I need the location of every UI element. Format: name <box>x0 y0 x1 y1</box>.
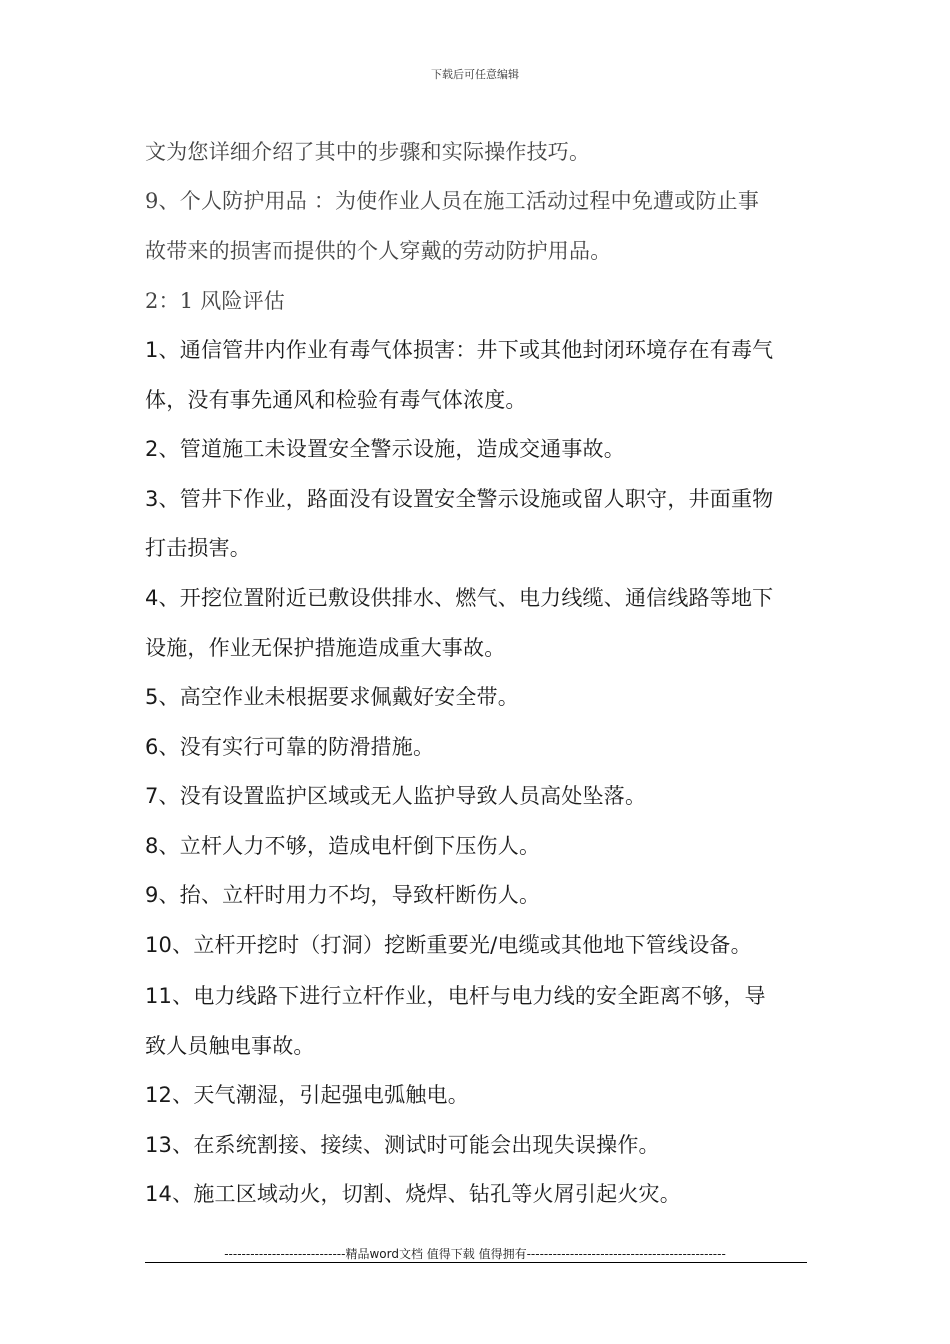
page-header: 下载后可任意编辑 <box>431 68 519 81</box>
paragraph-line: 5、高空作业未根据要求佩戴好安全带。 <box>145 685 519 709</box>
paragraph-line: 8、立杆人力不够，造成电杆倒下压伤人。 <box>145 834 541 858</box>
paragraph-line: 9、抬、立杆时用力不均，导致杆断伤人。 <box>145 883 541 907</box>
paragraph-line: 体，没有事先通风和检验有毒气体浓度。 <box>145 388 527 412</box>
paragraph-line: 4、开挖位置附近已敷设供排水、燃气、电力线缆、通信线路等地下 <box>145 586 774 610</box>
paragraph-line: 6、没有实行可靠的防滑措施。 <box>145 735 435 759</box>
paragraph-line: 打击损害。 <box>145 536 251 560</box>
paragraph-line: 1、通信管井内作业有毒气体损害：井下或其他封闭环境存在有毒气 <box>145 338 774 362</box>
paragraph-line: 12、天气潮湿，引起强电弧触电。 <box>145 1083 469 1107</box>
page-footer: ----------------------------精品word文档 值得下载 值得拥有---------------------------------------------- <box>224 1247 726 1261</box>
paragraph-line: 2、管道施工未设置安全警示设施，造成交通事故。 <box>145 437 625 461</box>
paragraph-line: 10、立杆开挖时（打洞）挖断重要光/电缆或其他地下管线设备。 <box>145 933 752 957</box>
paragraph-line: 13、在系统割接、接续、测试时可能会出现失误操作。 <box>145 1133 660 1157</box>
paragraph-line: 文为您详细介绍了其中的步骤和实际操作技巧。 <box>145 140 591 164</box>
paragraph-line: 11、电力线路下进行立杆作业，电杆与电力线的安全距离不够，导 <box>145 984 766 1008</box>
paragraph-line: 9、个人防护用品 ：为使作业人员在施工活动过程中免遭或防止事 <box>145 189 760 213</box>
paragraph-line: 故带来的损害而提供的个人穿戴的劳动防护用品。 <box>145 239 612 263</box>
paragraph-line: 7、没有设置监护区域或无人监护导致人员高处坠落。 <box>145 784 647 808</box>
paragraph-line: 致人员触电事故。 <box>145 1034 315 1058</box>
section-heading: 2：1 风险评估 <box>145 289 285 313</box>
footer-divider <box>145 1262 807 1263</box>
paragraph-line: 14、施工区域动火，切割、烧焊、钻孔等火屑引起火灾。 <box>145 1182 681 1206</box>
paragraph-line: 设施，作业无保护措施造成重大事故。 <box>145 636 506 660</box>
paragraph-line: 3、管井下作业，路面没有设置安全警示设施或留人职守，井面重物 <box>145 487 774 511</box>
